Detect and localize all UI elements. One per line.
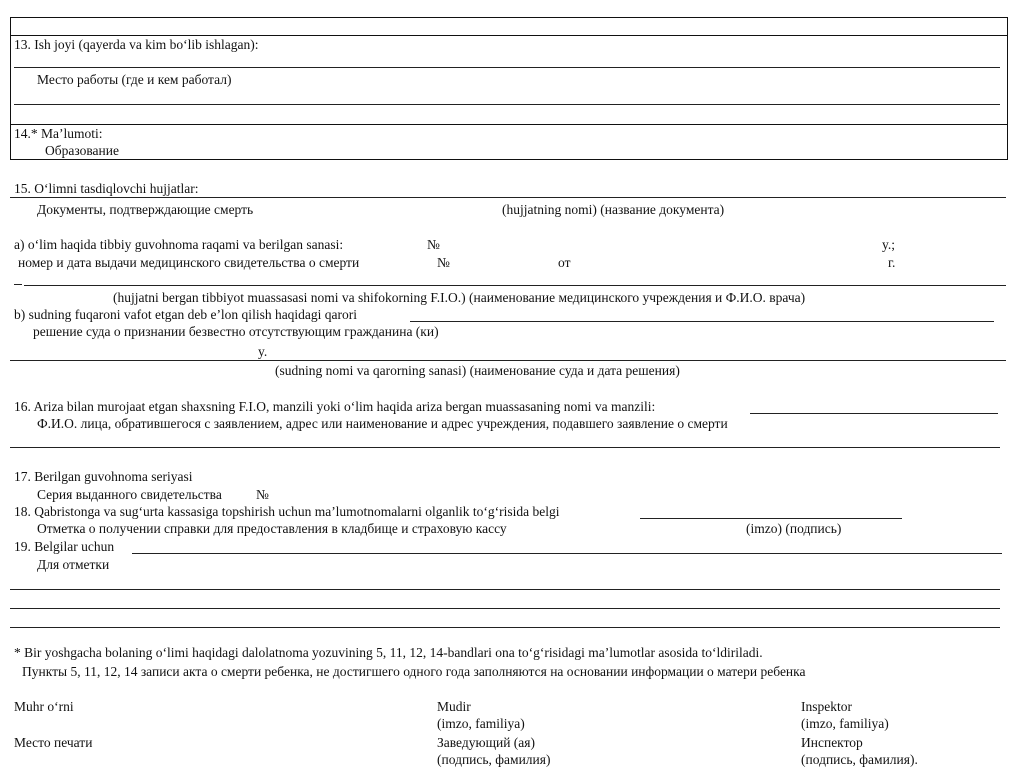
section-15a-year-ru: г. (888, 255, 896, 270)
section-18-label-uz: 18. Qabristonga va sugʻurta kassasiga topshirish uchun maʼlumotnomalarni olganlik toʻgʻrisida belgi (14, 504, 560, 519)
section-18-signature-caption: (imzo) (подпись) (746, 521, 842, 536)
section-15a-label-uz: a) oʻlim haqida tibbiy guvohnoma raqami va berilgan sanasi: (14, 237, 344, 252)
section-15a-short-line (14, 284, 22, 285)
section-19-line-1[interactable] (132, 553, 1002, 554)
inspector-title-ru: Инспектор (801, 735, 863, 750)
section-14-label-ru: Образование (45, 143, 119, 158)
section-15a-number-sign-ru: № (437, 255, 450, 270)
inspector-signature-caption-ru: (подпись, фамилия). (801, 752, 918, 767)
section-15b-year-uz: y. (258, 344, 268, 359)
head-signature-caption-ru: (подпись, фамилия) (437, 752, 551, 767)
section-19-label-uz: 19. Belgilar uchun (14, 539, 115, 554)
seal-place-uz: Muhr oʻrni (14, 699, 74, 714)
section-15-line[interactable] (10, 197, 1006, 198)
section-12-box (10, 17, 1008, 36)
section-17-label-uz: 17. Berilgan guvohnoma seriyasi (14, 469, 193, 484)
section-19-line-4[interactable] (10, 627, 1000, 628)
section-19-line-3[interactable] (10, 608, 1000, 609)
section-16-line-2[interactable] (10, 447, 1000, 448)
section-13-label-uz: 13. Ish joyi (qayerda va kim boʻlib ishlagan): (14, 37, 259, 52)
inspector-title-uz: Inspektor (801, 699, 852, 714)
section-15a-number-sign: № (427, 237, 440, 252)
section-15a-from-ru: от (558, 255, 571, 270)
section-13-line-1[interactable] (14, 67, 1000, 68)
section-18-line[interactable] (640, 518, 902, 519)
section-16-line[interactable] (750, 413, 998, 414)
head-title-uz: Mudir (437, 699, 471, 714)
section-15b-line-2[interactable] (10, 360, 1006, 361)
section-15b-line[interactable] (410, 321, 994, 322)
section-16-label-ru: Ф.И.О. лица, обратившегося с заявлением, адрес или наименование и адрес учреждения, подавшего заявление о смерти (37, 416, 728, 431)
section-13-line-2[interactable] (14, 104, 1000, 105)
section-17-label-ru: Серия выданного свидетельства (37, 487, 222, 502)
footnote-ru: Пункты 5, 11, 12, 14 записи акта о смерти ребенка, не достигшего одного года заполняются на основании информации о матери ребенка (22, 664, 806, 679)
section-15-label-uz: 15. Oʻlimni tasdiqlovchi hujjatlar: (14, 181, 199, 196)
section-14-box (10, 124, 1008, 160)
section-15b-label-uz: b) sudning fuqaroni vafot etgan deb eʼlon qilish haqidagi qarori (14, 307, 358, 322)
inspector-signature-caption-uz: (imzo, familiya) (801, 716, 889, 731)
section-15a-caption: (hujjatni bergan tibbiyot muassasasi nomi va shifokorning F.I.O.) (наименование медицинского учреждения и Ф.И.О. врача) (113, 290, 806, 305)
section-15-label-ru: Документы, подтверждающие смерть (37, 202, 254, 217)
head-title-ru: Заведующий (ая) (437, 735, 535, 750)
seal-place-ru: Место печати (14, 735, 93, 750)
footnote-uz: * Bir yoshgacha bolaning oʻlimi haqidagi dalolatnoma yozuvining 5, 11, 12, 14-bandlari ona toʻgʻrisidagi maʼlumotlar asosida toʻldiriladi. (14, 645, 763, 660)
section-14-label-uz: 14.* Maʼlumoti: (14, 126, 103, 141)
section-13-label-ru: Место работы (где и кем работал) (37, 72, 232, 87)
section-19-label-ru: Для отметки (37, 557, 110, 572)
section-15a-label-ru: номер и дата выдачи медицинского свидетельства о смерти (18, 255, 360, 270)
section-18-label-ru: Отметка о получении справки для предоставления в кладбище и страховую кассу (37, 521, 507, 536)
section-17-number-sign: № (256, 487, 269, 502)
section-15a-line[interactable] (24, 285, 1006, 286)
section-19-line-2[interactable] (10, 589, 1000, 590)
head-signature-caption-uz: (imzo, familiya) (437, 716, 525, 731)
section-15-caption: (hujjatning nomi) (название документа) (502, 202, 725, 217)
section-15a-year-uz: y.; (882, 237, 895, 252)
section-15b-caption: (sudning nomi va qarorning sanasi) (наименование суда и дата решения) (275, 363, 680, 378)
section-15b-label-ru: решение суда о признании безвестно отсутствующим гражданина (ки) (33, 324, 439, 339)
section-16-label-uz: 16. Ariza bilan murojaat etgan shaxsning F.I.O, manzili yoki oʻlim haqida ariza bergan muassasaning nomi va manzili: (14, 399, 656, 414)
